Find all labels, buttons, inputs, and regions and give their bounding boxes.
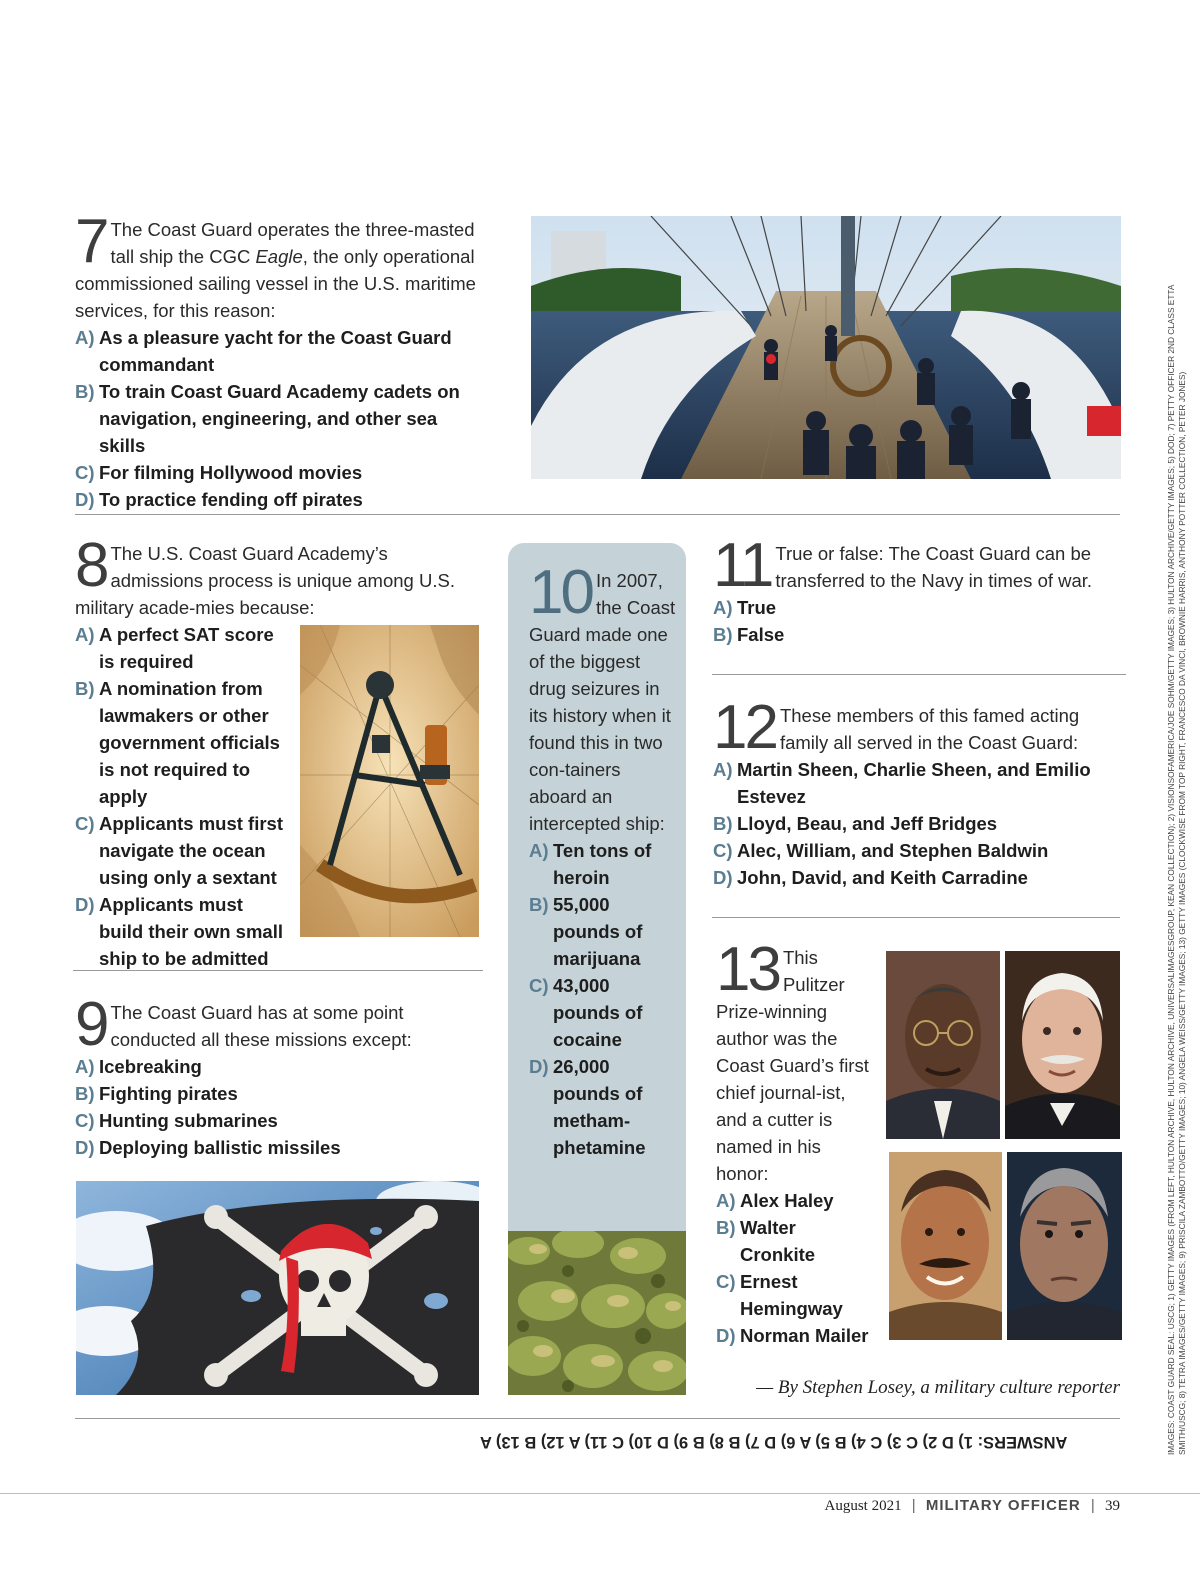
byline: — By Stephen Losey, a military culture reporter (756, 1377, 1120, 1398)
answer-options (75, 324, 485, 513)
option-c: C) For filming Hollywood movies (75, 462, 363, 483)
option-c: C) Alec, William, and Stephen Baldwin (713, 840, 1049, 861)
question-number: 7 (75, 207, 107, 276)
option-b: B) Fighting pirates (75, 1083, 238, 1104)
answer-options (75, 1053, 485, 1161)
tall-ship-deck-photo (531, 216, 1121, 479)
option-a: A) Martin Sheen, Charlie Sheen, and Emilio Estevez (713, 759, 1091, 807)
question-stem: The Coast Guard operates the three-masted tall ship the CGC Eagle, the only operational commissioned sailing vessel in the U.S. maritime services, for this reason: (75, 219, 476, 321)
option-b: B) To train Coast Guard Academy cadets on navigation, engineering, and other sea skills (75, 381, 460, 456)
sextant-on-map-photo (300, 625, 479, 937)
question-stem: This Pulitzer Prize-winning author was the Coast Guard’s first chief journal-ist, and a cutter is named in his honor: (716, 947, 869, 1184)
question-stem: In 2007, the Coast Guard made one of the biggest drug seizures in its history when it found this in two con-tainers aboard an intercepted ship: (529, 570, 676, 834)
option-a: A) Ten tons of heroin (529, 840, 652, 888)
option-b: B) 55,000 pounds of marijuana (529, 894, 643, 969)
option-b: B) False (713, 624, 785, 645)
divider-rule (712, 917, 1120, 918)
option-d: D) To practice fending off pirates (75, 489, 363, 510)
option-d: D) 26,000 pounds of metham-phetamine (529, 1056, 646, 1158)
pirate-flag-photo (76, 1181, 479, 1395)
answer-options (716, 1187, 874, 1349)
answer-key-label: ANSWERS: (977, 1433, 1068, 1451)
page-number: 39 (1105, 1498, 1120, 1514)
answer-key-text: 1) D 2) C 3) C 4) B 5) A 6) D 7) B 8) B 9) D 10) C 11) A 12) B 13) A (480, 1433, 973, 1451)
question-10 (529, 558, 679, 1161)
answer-options (75, 621, 290, 972)
question-13 (716, 935, 874, 1349)
footer-rule (0, 1493, 1200, 1494)
answer-options (713, 756, 1125, 891)
question-number: 13 (716, 935, 779, 1004)
folio-separator: | (911, 1497, 916, 1514)
question-number: 12 (713, 693, 776, 762)
issue-date: August 2021 (824, 1498, 902, 1514)
question-stem: These members of this famed acting family all served in the Coast Guard: (779, 705, 1080, 753)
question-stem: The Coast Guard has at some point conducted all these missions except: (110, 1002, 412, 1050)
question-stem: The U.S. Coast Guard Academy’s admissions process is unique among U.S. military acade-mies because: (75, 543, 455, 618)
question-number: 9 (75, 990, 107, 1059)
question-number: 11 (713, 531, 772, 600)
portrait-photo (1005, 951, 1120, 1139)
option-b: B) Walter Cronkite (716, 1217, 816, 1265)
portrait-photo (886, 951, 1000, 1139)
image-credits: IMAGES: COAST GUARD SEAL: USCG; 1) GETTY IMAGES (FROM LEFT, HULTON ARCHIVE, HULTON ARCHIVE, UNIVERSALIMAGESGROUP, KEAN COLLECTION); 2) VISIONSOFAMERICA/JOE SOHM/GETTY IMAGES; 3) HULTON ARCHIVE/GETTY IMAGES; 5) DOD; 7) PETTY OFFICER 2ND CLASS ETTA SMITH/USCG; 8) TETRA IMAGES/GETTY IMAGES; 9) PRISCILA ZAMBOTTO/GETTY IMAGES; 10) ANGELA WEISS/GETTY IMAGES; 13) GETTY IMAGES (CLOCKWISE FROM TOP RIGHT, FRANCESCO DA VINCI, BROWNIE HARRIS, ANTHONY POTTER COLLECTION, PETER JONES) (1166, 285, 1187, 1455)
answer-options (713, 594, 1123, 648)
divider-rule (73, 970, 483, 971)
option-d: D) Deploying ballistic missiles (75, 1137, 341, 1158)
option-a: A) A perfect SAT score is required (75, 624, 274, 672)
option-a: A) True (713, 597, 777, 618)
option-c: C) Ernest Hemingway (716, 1271, 843, 1319)
option-d: D) John, David, and Keith Carradine (713, 867, 1028, 888)
answer-options (529, 837, 679, 1161)
option-c: C) Hunting submarines (75, 1110, 278, 1131)
answer-key (480, 1432, 1120, 1451)
option-b: B) Lloyd, Beau, and Jeff Bridges (713, 813, 998, 834)
question-number: 10 (529, 558, 592, 627)
divider-rule (712, 674, 1126, 675)
option-c: C) Applicants must first navigate the ocean using only a sextant (75, 813, 283, 888)
option-c: C) 43,000 pounds of cocaine (529, 975, 643, 1050)
question-stem: True or false: The Coast Guard can be transferred to the Navy in times of war. (775, 543, 1093, 591)
divider-rule (75, 514, 1120, 515)
folio-separator: | (1090, 1497, 1095, 1514)
option-a: A) Alex Haley (716, 1190, 834, 1211)
question-11 (713, 531, 1123, 648)
option-b: B) A nomination from lawmakers or other government officials is not required to apply (75, 678, 280, 807)
page-folio (825, 1497, 1120, 1515)
magazine-name: MILITARY OFFICER (925, 1497, 1081, 1514)
portrait-photo (889, 1152, 1002, 1340)
option-d: D) Norman Mailer (716, 1325, 869, 1346)
option-d: D) Applicants must build their own small ship to be admitted (75, 894, 283, 969)
divider-rule (75, 1418, 1120, 1419)
question-12 (713, 693, 1125, 891)
option-a: A) As a pleasure yacht for the Coast Guard commandant (75, 327, 452, 375)
marijuana-photo (508, 1231, 686, 1395)
question-9 (75, 990, 485, 1161)
question-number: 8 (75, 531, 107, 600)
portrait-photo (1007, 1152, 1122, 1340)
option-a: A) Icebreaking (75, 1056, 202, 1077)
question-7 (75, 207, 485, 513)
